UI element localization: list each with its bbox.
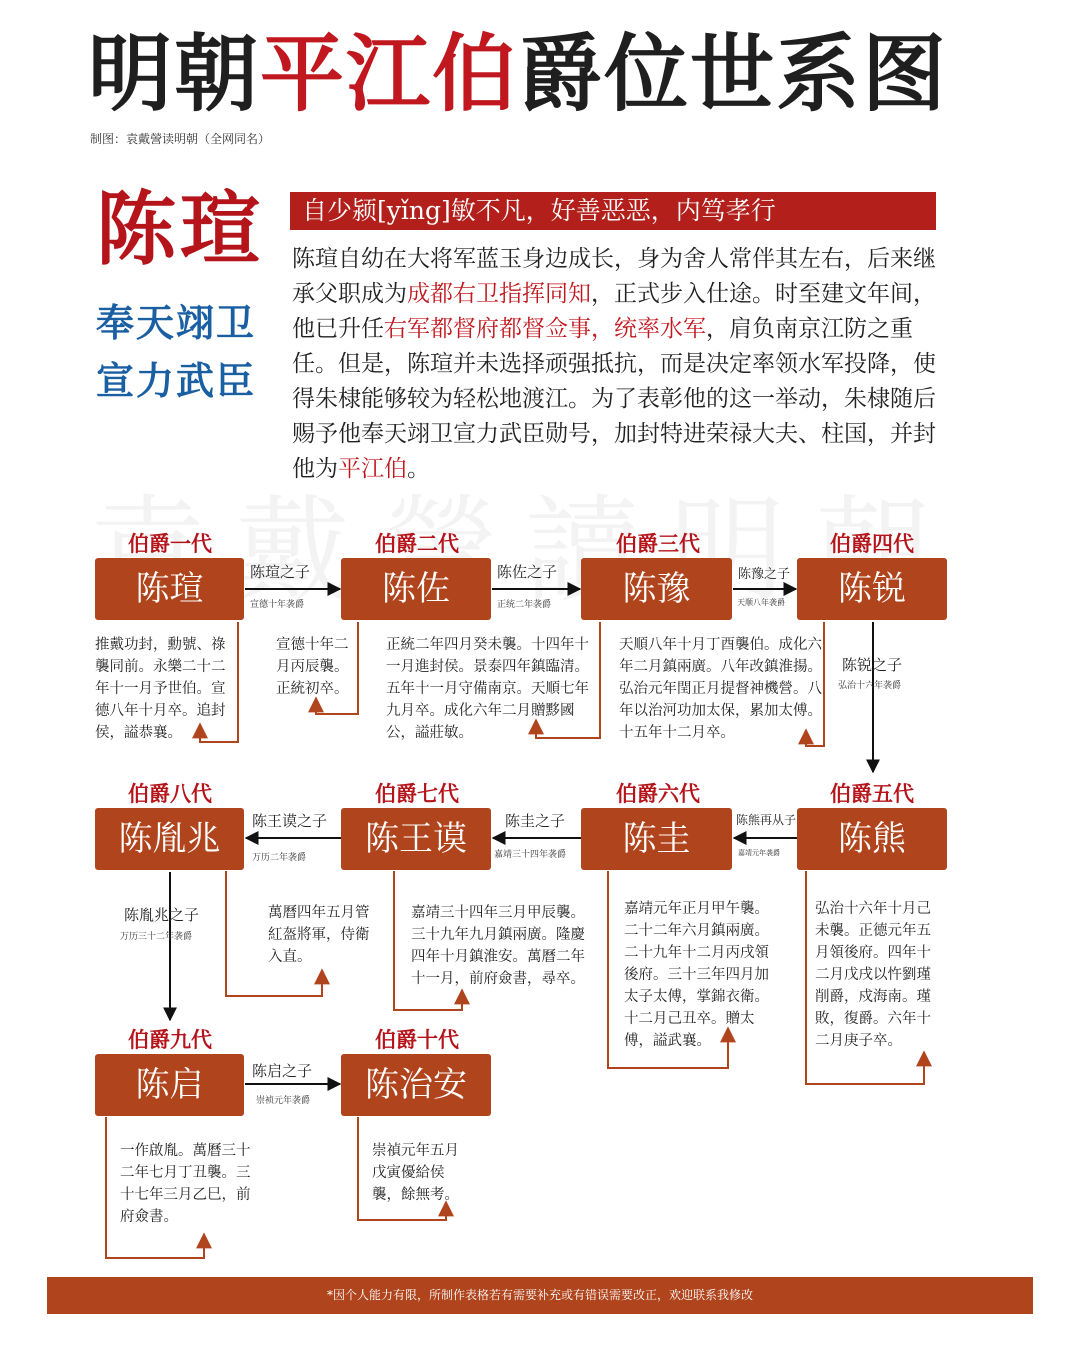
gen-label-10: 伯爵十代 [375, 1028, 459, 1052]
name-box-gen7: 陈王谟 [341, 808, 491, 870]
note-gen2: 宣德十年二月丙辰襲。正統初卒。 [276, 637, 349, 697]
bio-seg-5: ，肩负南京江防之重任。但是，陈瑄并未选择顽强抵抗，而是决定率领水军投降，使得朱棣能够较为轻松地渡江。为了表彰他的这一举动，朱棣随后赐予他奉天翊卫宣力武臣勋号，加封特进荣禄大夫、柱国，并封他为 [292, 316, 936, 482]
hero-motto: 自少颍[yǐng]敏不凡，好善恶恶，内笃孝行 [290, 192, 936, 230]
relation-3: 陈豫之子 [738, 567, 791, 582]
relation-2-sub: 正统二年袭爵 [497, 600, 552, 610]
gen-label-3: 伯爵三代 [616, 532, 700, 556]
hero-title-line1: 奉天翊卫 [96, 301, 257, 345]
bio-seg-1: 陈瑄自幼在大将军蓝玉身边成长，身为舍人常伴其左右，后来继承父职成为 [292, 246, 936, 307]
bio-seg-2: 成都右卫指挥同知 [407, 281, 591, 307]
relation-4: 陈锐之子 [842, 656, 903, 674]
name-box-gen8: 陈胤兆 [95, 808, 244, 870]
title-part-pingjiangbo: 平江伯 [260, 25, 519, 123]
name-box-gen2: 陈佐 [341, 558, 491, 620]
relation-9-sub: 崇祯元年袭爵 [256, 1096, 311, 1106]
relation-8: 陈胤兆之子 [124, 906, 200, 924]
title-part-chart: 爵位世系图 [518, 25, 949, 123]
note-gen4: 天順八年十月丁酉襲伯。成化六年二月鎮兩廣。八年改鎮淮揚。弘治元年閏正月提督神機營。八年以治河功加太保，累加太傅。十五年十二月卒。 [619, 637, 822, 741]
relation-6: 陈圭之子 [505, 812, 566, 830]
relation-5-sub: 嘉靖元年袭爵 [738, 849, 780, 857]
page-title [88, 25, 949, 123]
name-box-gen9: 陈启 [95, 1054, 244, 1116]
gen-label-6: 伯爵六代 [616, 782, 700, 806]
note-gen9: 一作啟胤。萬曆三十二年七月丁丑襲。三十七年三月乙巳，前府僉書。 [120, 1143, 251, 1225]
relation-3-sub: 天顺八年袭爵 [737, 598, 785, 607]
gen-label-2: 伯爵二代 [375, 532, 459, 556]
note-gen1: 推戴功封，勳號、祿襲同前。永樂二十二年十一月予世伯。宣德八年十月卒。追封侯，謚恭襄。 [95, 637, 226, 741]
hero-name: 陈瑄 [96, 183, 264, 276]
name-box-gen10: 陈治安 [341, 1054, 491, 1116]
relation-4-sub: 弘治十六年袭爵 [838, 681, 902, 691]
hero-bio [292, 242, 946, 487]
hero-title-line2: 宣力武臣 [96, 359, 257, 403]
name-box-gen1: 陈瑄 [95, 558, 244, 620]
note-gen8: 萬曆四年五月管紅盔將軍，侍衛入直。 [268, 905, 370, 965]
footer-banner: *因个人能力有限，所制作表格若有需要补充或有错误需要改正，欢迎联系我修改 [47, 1277, 1033, 1314]
relation-5: 陈熊再从子 [736, 813, 797, 827]
gen-label-5: 伯爵五代 [830, 782, 914, 806]
name-box-gen6: 陈圭 [581, 808, 732, 870]
note-gen10: 崇禎元年五月戊寅優給侯襲，餘無考。 [372, 1143, 459, 1203]
gen-label-4: 伯爵四代 [830, 532, 914, 556]
note-gen3: 正統二年四月癸未襲。十四年十一月進封侯。景泰四年鎮臨清。五年十一月守備南京。天順七年九月卒。成化六年二月贈黟國公，謚莊敏。 [386, 637, 589, 741]
bio-seg-4: 右军都督府都督佥事，统率水军 [384, 316, 706, 342]
relation-7: 陈王谟之子 [252, 812, 328, 830]
gen-label-8: 伯爵八代 [128, 782, 212, 806]
gen-label-1: 伯爵一代 [128, 532, 212, 556]
relation-6-sub: 嘉靖三十四年袭爵 [494, 850, 567, 860]
relation-7-sub: 万历二年袭爵 [252, 853, 307, 863]
relation-1: 陈瑄之子 [250, 563, 311, 581]
credit-line: 制图：袁戴謍读明朝（全网同名） [90, 132, 271, 146]
relation-9: 陈启之子 [252, 1062, 313, 1080]
title-part-ming: 明朝 [88, 25, 261, 123]
gen-label-9: 伯爵九代 [128, 1028, 212, 1052]
note-gen7: 嘉靖三十四年三月甲辰襲。三十九年九月鎮兩廣。隆慶四年十月鎮淮安。萬曆二年十一月，前府僉書，尋卒。 [411, 905, 585, 987]
gen-label-7: 伯爵七代 [375, 782, 459, 806]
note-gen5: 弘治十六年十月己未襲。正德元年五月領後府。四年十二月戊戌以忤劉瑾削爵，戍海南。瑾敗，復爵。六年十二月庚子卒。 [815, 901, 931, 1049]
bio-seg-7: 。 [407, 456, 430, 482]
bio-seg-6: 平江伯 [338, 456, 407, 482]
relation-2: 陈佐之子 [497, 563, 558, 581]
bio-seg-3: ，正式步入仕途。时至建文年间，他已升任 [292, 281, 936, 342]
note-gen6: 嘉靖元年正月甲午襲。二十二年六月鎮兩廣。二十九年十二月丙戌領後府。三十三年四月加太子太傅，掌錦衣衛。十二月己丑卒。贈太傅，謚武襄。 [624, 901, 769, 1049]
name-box-gen4: 陈锐 [797, 558, 947, 620]
name-box-gen5: 陈熊 [797, 808, 947, 870]
relation-1-sub: 宣德十年袭爵 [250, 600, 305, 610]
name-box-gen3: 陈豫 [581, 558, 732, 620]
relation-8-sub: 万历三十二年袭爵 [120, 932, 193, 942]
